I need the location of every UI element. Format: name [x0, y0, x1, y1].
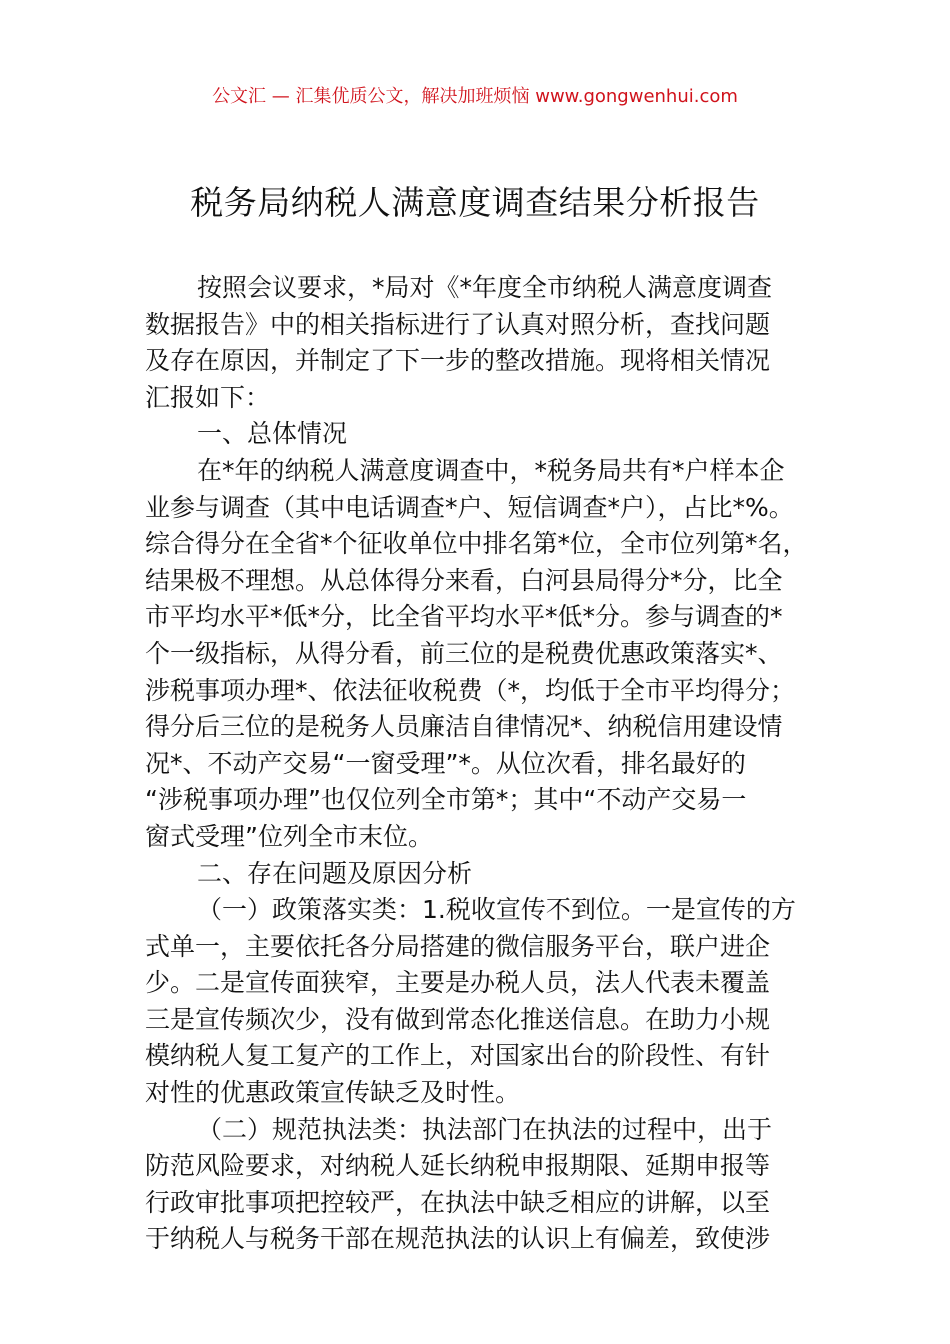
paragraph-overview-line: 结果极不理想。从总体得分来看，白河县局得分*分，比全 — [145, 565, 783, 595]
paragraph-enforcement-line: 防范风险要求，对纳税人延长纳税申报期限、延期申报等 — [145, 1151, 771, 1181]
paragraph-intro-line: 数据报告》中的相关指标进行了认真对照分析，查找问题 — [145, 309, 771, 339]
paragraph-overview-line: 涉税事项办理*、依法征收税费（*，均低于全市平均得分； — [145, 675, 796, 705]
paragraph-overview-line: 在*年的纳税人满意度调查中，*税务局共有*户样本企 — [197, 455, 785, 485]
paragraph-overview-line: “涉税事项办理”也仅位列全市第*；其中“不动产交易一 — [145, 785, 747, 815]
paragraph-intro-line: 及存在原因，并制定了下一步的整改措施。现将相关情况 — [145, 346, 771, 376]
paragraph-policy-line: 模纳税人复工复产的工作上，对国家出台的阶段性、有针 — [145, 1041, 771, 1071]
paragraph-overview-line: 得分后三位的是税务人员廉洁自律情况*、纳税信用建设情 — [145, 712, 783, 742]
paragraph-overview-line: 业参与调查（其中电话调查*户、短信调查*户），占比*%。 — [145, 492, 794, 522]
document-title: 税务局纳税人满意度调查结果分析报告 — [190, 183, 760, 222]
section-heading-overview: 一、总体情况 — [197, 419, 348, 449]
paragraph-policy-line: 对性的优惠政策宣传缺乏及时性。 — [145, 1078, 521, 1108]
paragraph-enforcement-line: 行政审批事项把控较严，在执法中缺乏相应的讲解，以至 — [145, 1187, 771, 1217]
paragraph-overview-line: 个一级指标，从得分看，前三位的是税费优惠政策落实*、 — [145, 638, 783, 668]
paragraph-policy-line: 少。二是宣传面狭窄，主要是办税人员，法人代表未覆盖 — [145, 968, 771, 998]
section-heading-problems: 二、存在问题及原因分析 — [197, 858, 473, 888]
paragraph-intro-line: 按照会议要求，*局对《*年度全市纳税人满意度调查 — [197, 273, 773, 302]
paragraph-enforcement-line: 于纳税人与税务干部在规范执法的认识上有偏差，致使涉 — [145, 1224, 771, 1254]
watermark-header: 公文汇 — 汇集优质公文，解决加班烦恼 www.gongwenhui.com — [212, 86, 738, 107]
paragraph-policy-line: 三是宣传频次少，没有做到常态化推送信息。在助力小规 — [145, 1004, 771, 1034]
paragraph-policy-line: （一）政策落实类：1.税收宣传不到位。一是宣传的方 — [197, 895, 796, 925]
paragraph-intro-line: 汇报如下： — [145, 382, 271, 412]
paragraph-enforcement-line: （二）规范执法类：执法部门在执法的过程中，出于 — [197, 1114, 773, 1144]
document-body — [145, 270, 807, 1258]
paragraph-policy-line: 式单一，主要依托各分局搭建的微信服务平台，联户进企 — [145, 931, 771, 961]
paragraph-overview-line: 况*、不动产交易“一窗受理”*。从位次看，排名最好的 — [145, 748, 746, 778]
paragraph-overview-line: 综合得分在全省*个征收单位中排名第*位，全市位列第*名， — [145, 529, 808, 559]
paragraph-overview-line: 窗式受理”位列全市末位。 — [145, 821, 433, 851]
paragraph-overview-line: 市平均水平*低*分，比全省平均水平*低*分。参与调查的* — [145, 602, 783, 632]
